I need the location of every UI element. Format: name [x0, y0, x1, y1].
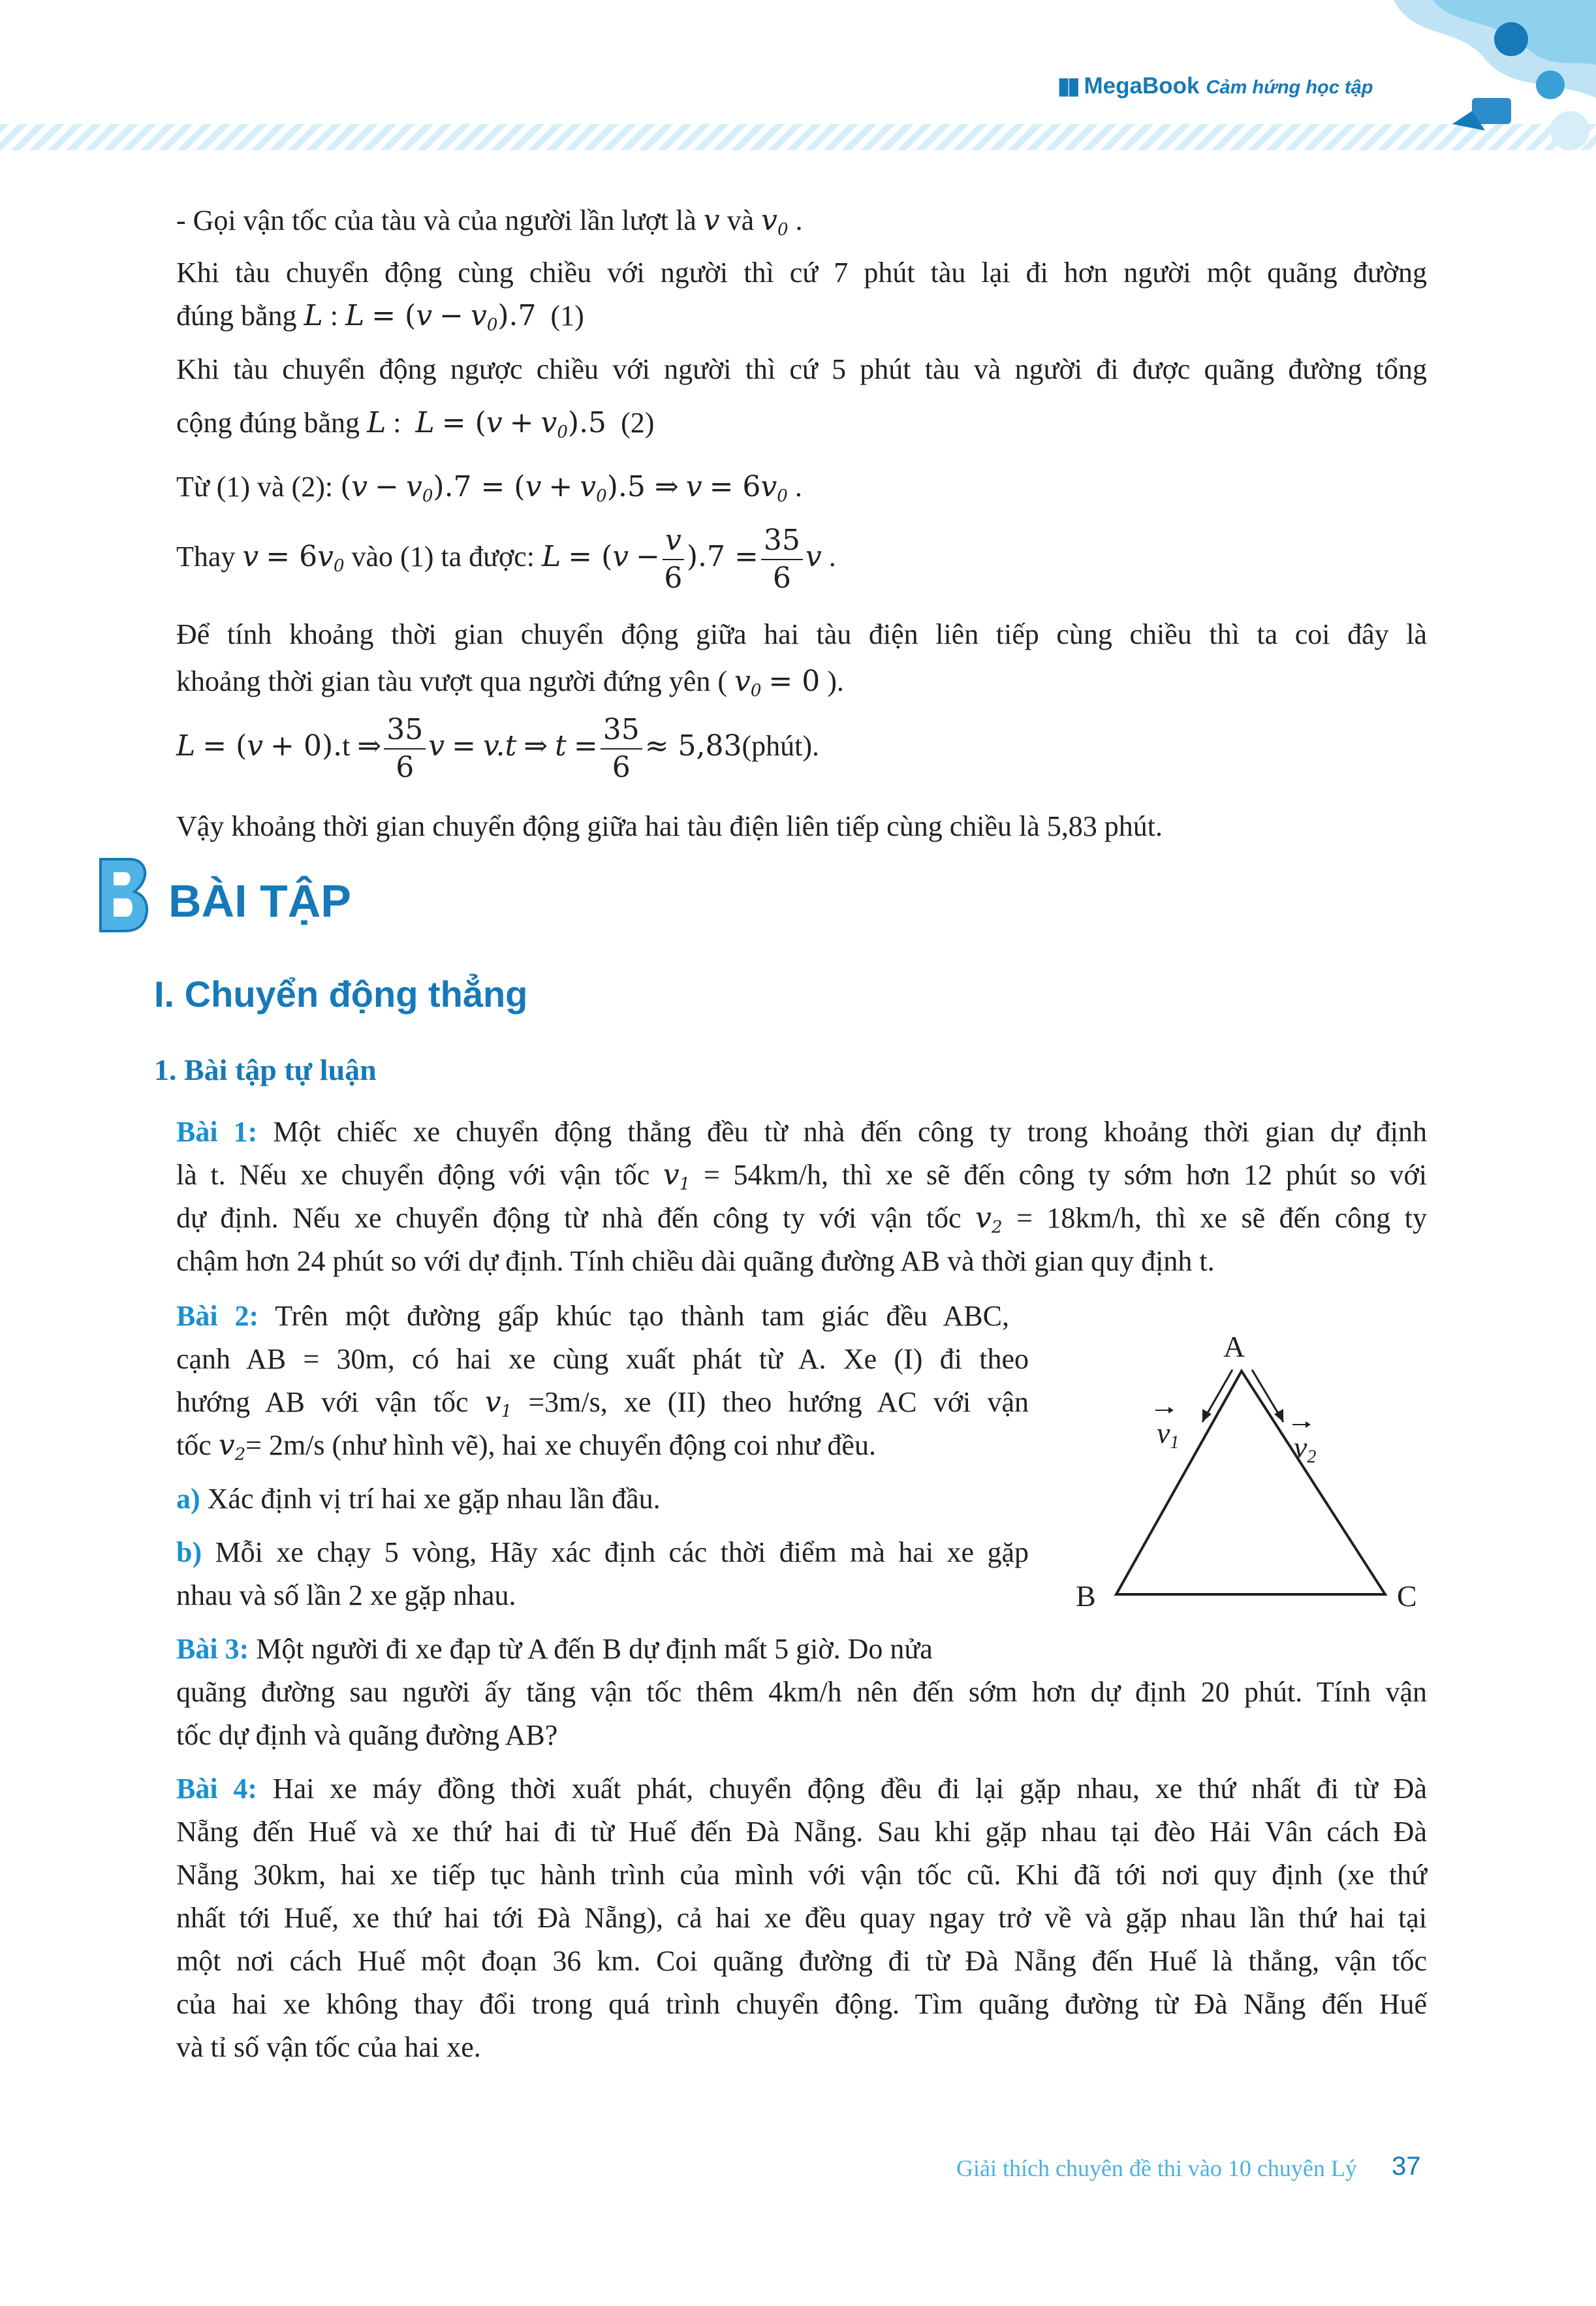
text: của hai xe không thay đổi trong quá trình chuyển động. Tìm quãng đường từ Đà Nẵng đến Huế: [176, 1988, 1427, 2020]
text: vào (1) ta được:: [344, 541, 542, 573]
text: Thay: [176, 541, 243, 573]
bai4-line-5: [176, 1944, 1427, 1978]
text: (2): [621, 407, 655, 439]
brand-slogan: Cảm hứng học tập: [1206, 77, 1373, 98]
text: Hai xe máy đồng thời xuất phát, chuyển động đều đi lại gặp nhau, xe thứ nhất đi từ Đà: [257, 1773, 1427, 1805]
bai2-line-4: tốc $v_2= 2m/s$ (như hình vẽ), hai xe chuyển động coi như đều.: [176, 1429, 876, 1464]
bai3-label: Bài 3:: [176, 1633, 249, 1665]
bai3-line-3: [176, 1718, 557, 1752]
solution-line-4: [176, 353, 1427, 387]
text: Mỗi xe chạy 5 vòng, Hãy xác định các thời điểm mà hai xe gặp: [202, 1536, 1029, 1568]
text: tốc dự định và quãng đường AB?: [176, 1719, 558, 1751]
bai2-label: Bài 2:: [176, 1300, 259, 1332]
text: Một chiếc xe chuyển động thẳng đều từ nhà đến công ty trong khoảng thời gian dự định: [257, 1116, 1427, 1148]
text: (phút).: [742, 730, 820, 763]
bai1-line-3: dự định. Nếu xe chuyển động từ nhà đến công ty với vận tốc $v_2 = 18km/h$, thì xe sẽ đến công ty: [176, 1201, 1428, 1237]
text: Vậy khoảng thời gian chuyển động giữa hai tàu điện liên tiếp cùng chiều là 5,83 phút.: [176, 810, 1163, 842]
footer-book-title: Giải thích chuyên đề thi vào 10 chuyên Lý: [956, 2155, 1357, 2181]
text: Từ (1) và (2):: [176, 471, 341, 503]
bai1-label: Bài 1:: [176, 1116, 258, 1148]
text: = 2m/s (như hình vẽ), hai xe chuyển động coi như đều.: [245, 1429, 876, 1461]
brand-name: MegaBook: [1084, 73, 1200, 99]
v1-vector-bar-head-icon: [1168, 1407, 1174, 1414]
bai1-line-1: [176, 1115, 1427, 1149]
solution-line-9: khoảng thời gian tàu vượt qua người đứng yên ( $v_0 = 0$ ).: [176, 665, 844, 701]
bai4-line-7: [176, 2030, 481, 2064]
text: = 54km/h, thì xe sẽ đến công ty sớm hơn 12 phút so với: [704, 1159, 1427, 1191]
text: và tỉ số vận tốc của hai xe.: [176, 2031, 481, 2063]
v2-label: v2: [1294, 1430, 1317, 1467]
text: Để tính khoảng thời gian chuyển động giữa hai tàu điện liên tiếp cùng chiều thì ta coi đây là: [176, 618, 1427, 650]
solution-line-5: cộng đúng bằng L : $L = (v + v_0).5$ (2): [176, 406, 655, 442]
text: cạnh AB = 30m, có hai xe cùng xuất phát từ A. Xe (I) đi theo: [176, 1343, 1029, 1375]
text: là t. Nếu xe chuyển động với vận tốc: [176, 1159, 663, 1191]
text: Khi tàu chuyển động ngược chiều với người thì cứ 5 phút tàu và người đi được quãng đường tổng: [176, 353, 1427, 385]
triangle-figure: [1057, 1319, 1488, 1626]
v1-arrowhead-icon: [1202, 1409, 1212, 1422]
text: khoảng thời gian tàu vượt qua người đứng yên (: [176, 665, 727, 697]
solution-line-6: Từ (1) và (2): $(v - v_0).7 = (v + v_0).5$ ⇒ $v = 6v_0$ .: [176, 470, 802, 506]
bai4-line-3: [176, 1858, 1427, 1892]
text: một nơi cách Huế một đoạn 36 km. Coi quãng đường đi từ Đà Nẵng đến Huế là thẳng, vận tốc: [176, 1945, 1427, 1977]
bai2-line-2: [176, 1342, 1029, 1376]
bai2-part-a: [176, 1482, 661, 1516]
text: chậm hơn 24 phút so với dự định. Tính chiều dài quãng đường AB và thời gian quy định t.: [176, 1245, 1215, 1277]
header-illustration-icon: [1354, 0, 1596, 170]
solution-line-8: [176, 618, 1427, 652]
text: Trên một đường gấp khúc tạo thành tam giác đều ABC,: [258, 1300, 1009, 1332]
v2-vector-bar-head-icon: [1306, 1421, 1311, 1428]
subsection-title: I. Chuyển động thẳng: [154, 973, 528, 1015]
vertex-b-label: B: [1076, 1579, 1096, 1613]
part-a-label: a): [176, 1483, 200, 1515]
v1-label: v1: [1157, 1416, 1180, 1453]
vertex-a-label: A: [1223, 1330, 1245, 1363]
solution-line-7: Thay $v = 6v_0$ vào (1) ta được: L = (v − $\frac{v}{6}$ ).7 = $\frac{35}{6}$ v .: [176, 524, 836, 595]
text: đúng bằng: [176, 300, 304, 332]
bai4-line-4: [176, 1901, 1427, 1935]
text: nhau và số lần 2 xe gặp nhau.: [176, 1579, 516, 1611]
text: tốc: [176, 1429, 219, 1461]
text: Nẵng đến Huế và xe thứ hai đi từ Huế đến Đà Nẵng. Sau khi gặp nhau tại đèo Hải Vân cách Đà: [176, 1816, 1427, 1848]
brand-logo: [1057, 73, 1373, 99]
text: dự định. Nếu xe chuyển động từ nhà đến công ty với vận tốc: [176, 1202, 976, 1234]
triangle-abc: [1116, 1371, 1385, 1594]
bai2-line-3: hướng AB với vận tốc $v_1 =3m/s$, xe (II) theo hướng AC với vận: [176, 1385, 1029, 1421]
text: - Gọi vận tốc của tàu và của người lần lượt là: [176, 204, 704, 236]
bai4-label: Bài 4:: [176, 1773, 258, 1805]
text: Khi tàu chuyển động cùng chiều với người thì cứ 7 phút tàu lại đi hơn người một quãng đường: [176, 257, 1427, 289]
text: (1): [550, 300, 584, 332]
page-number: 37: [1392, 2152, 1421, 2181]
subsubsection-title: 1. Bài tập tự luận: [154, 1053, 377, 1086]
bai1-line-2: là t. Nếu xe chuyển động với vận tốc $v_1 = 54km/h$, thì xe sẽ đến công ty sớm hơn 12 phút so với: [176, 1158, 1427, 1194]
text: hướng AB với vận tốc: [176, 1386, 485, 1418]
bai2-line-1: [176, 1299, 1009, 1333]
section-title: BÀI TẬP: [168, 876, 351, 926]
bai1-line-4: [176, 1244, 1215, 1278]
text: nhất tới Huế, xe thứ hai tới Đà Nẵng), cả hai xe đều quay ngay trở về và gặp nhau lần thứ hai tại: [176, 1902, 1427, 1934]
text: quãng đường sau người ấy tăng vận tốc thêm 4km/h nên đến sớm hơn dự định 20 phút. Tính vận: [176, 1676, 1427, 1708]
bai4-line-6: [176, 1987, 1427, 2021]
bai2-part-b-1: [176, 1536, 1029, 1570]
text: Một người đi xe đạp từ A đến B dự định mất 5 giờ. Do nửa: [249, 1633, 933, 1665]
solution-line-3: đúng bằng L : $L = (v - v_0).7$ (1): [176, 299, 584, 335]
solution-line-11: [176, 810, 1163, 844]
bai3-line-1: [176, 1632, 933, 1666]
text: =3m/s, xe (II) theo hướng AC với vận: [528, 1386, 1029, 1418]
solution-line-2: [176, 256, 1427, 290]
bai3-line-2: [176, 1675, 1427, 1709]
text: = 18km/h, thì xe sẽ đến công ty: [1016, 1202, 1428, 1234]
section-b-icon: [91, 857, 150, 934]
bai4-line-2: [176, 1815, 1427, 1849]
solution-line-10: L = (v + 0).t ⇒ $\frac{35}{6}$ v = v.t ⇒ t = $\frac{35}{6}$ ≈ 5,83(phút).: [176, 713, 820, 784]
brand-mark-icon: ▮▮: [1057, 73, 1078, 99]
text: Xác định vị trí hai xe gặp nhau lần đầu.: [200, 1483, 661, 1515]
vertex-c-label: C: [1397, 1579, 1417, 1613]
text: ).: [827, 665, 844, 697]
solution-line-1: - Gọi vận tốc của tàu và của người lần lượt là v và $v_0$ .: [176, 204, 803, 240]
text: và: [719, 204, 762, 236]
part-b-label: b): [176, 1536, 202, 1568]
bai2-part-b-2: [176, 1579, 516, 1613]
text: cộng đúng bằng: [176, 407, 368, 439]
bai4-line-1: [176, 1772, 1427, 1806]
text: Nẵng 30km, hai xe tiếp tục hành trình của mình với vận tốc cũ. Khi đã tới nơi quy định (xe thứ: [176, 1859, 1427, 1891]
